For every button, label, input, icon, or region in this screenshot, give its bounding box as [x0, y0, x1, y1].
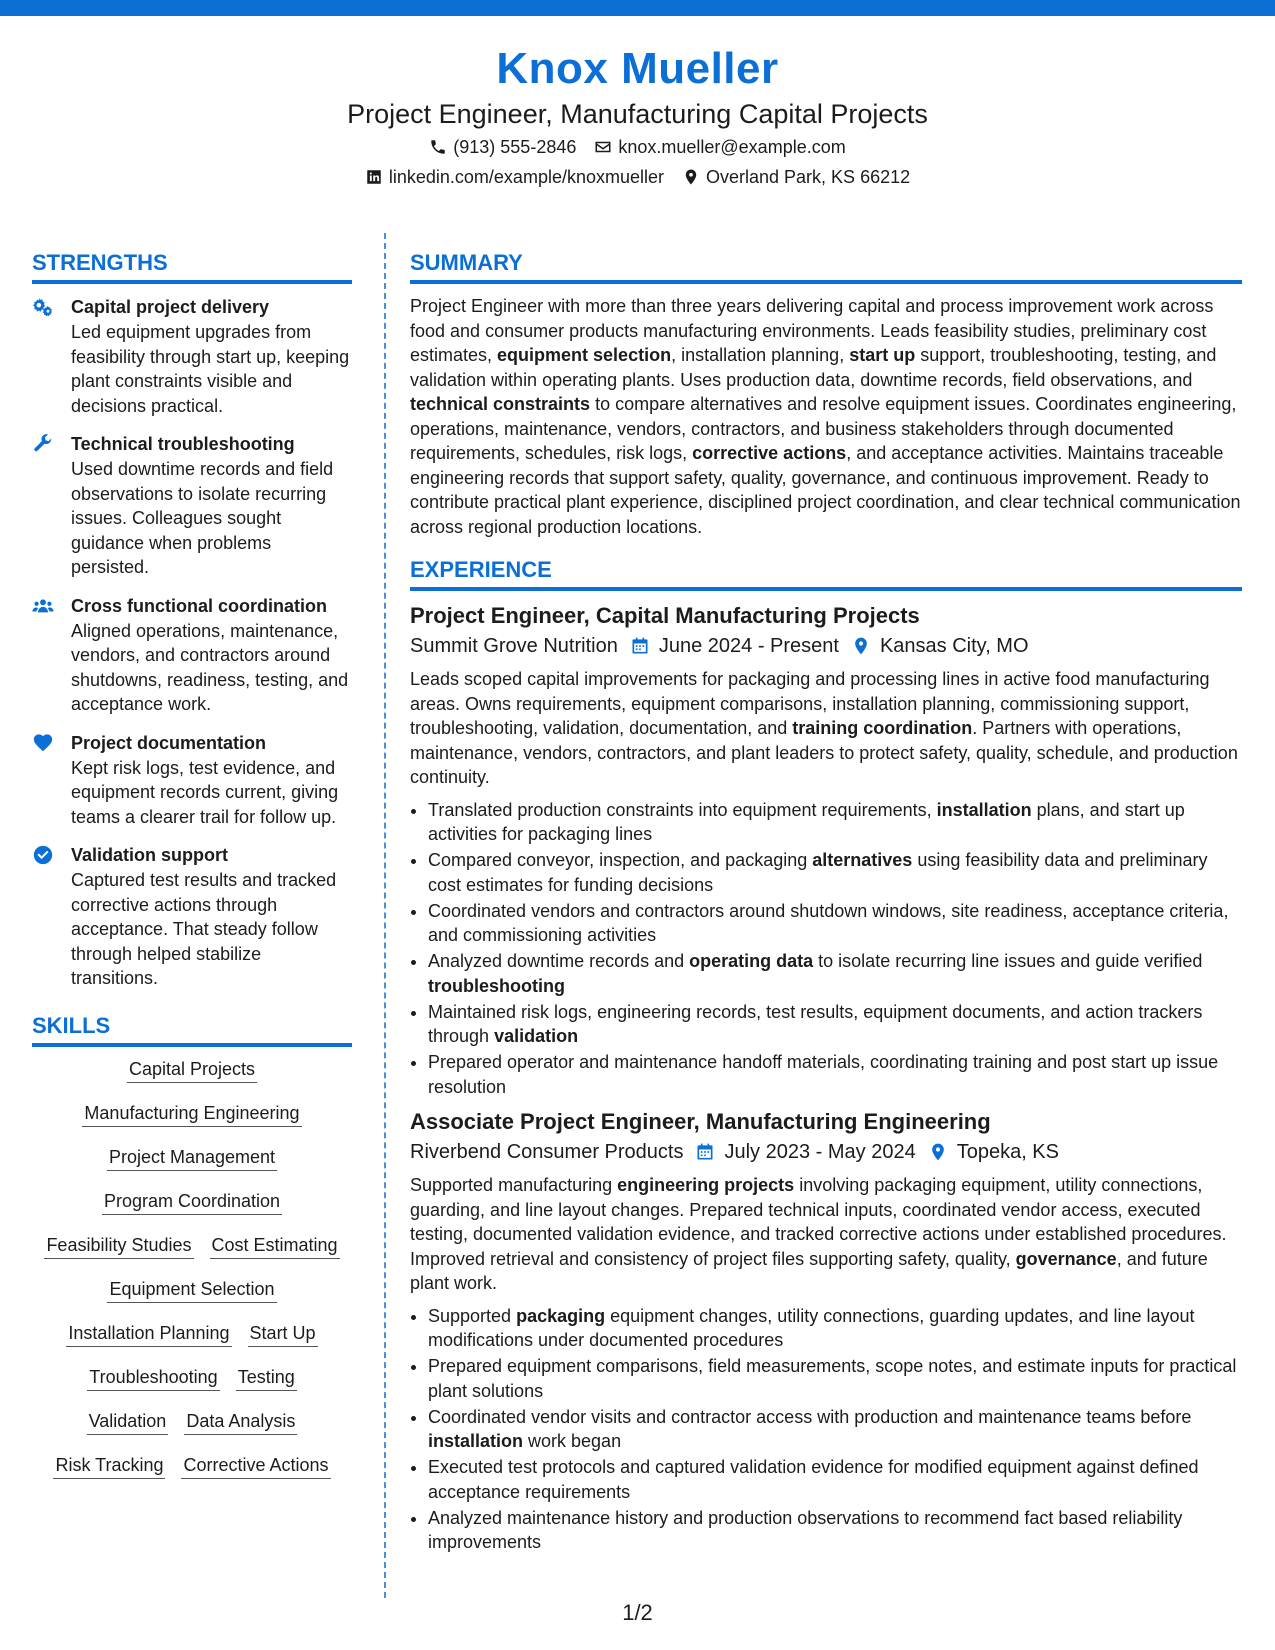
job-dates: June 2024 - Present [630, 631, 839, 661]
heart-icon [32, 732, 54, 754]
skill-row [32, 1277, 352, 1303]
skill-row [32, 1189, 352, 1215]
job-bullet: • Translated production constraints into equipment requirements, installation plans, and start up activities for packaging lines [428, 798, 1242, 847]
column-divider [384, 233, 386, 1598]
skill-row [32, 1365, 352, 1391]
job-bullet: • Analyzed maintenance history and production observations to recommend fact based reliability improvements [428, 1506, 1242, 1555]
skill-tag: Program Coordination [102, 1189, 282, 1215]
job-location: Kansas City, MO [851, 631, 1029, 661]
job-bullet: • Prepared operator and maintenance handoff materials, coordinating training and post start up issue resolution [428, 1050, 1242, 1099]
contact-row-1 [0, 132, 1275, 162]
skill-tag: Manufacturing Engineering [82, 1101, 301, 1127]
skill-tag: Equipment Selection [107, 1277, 276, 1303]
skill-tag: Data Analysis [184, 1409, 297, 1435]
summary-heading: SUMMARY [410, 246, 1242, 284]
skill-row [32, 1321, 352, 1347]
skill-row [32, 1409, 352, 1435]
skill-tag: Installation Planning [66, 1321, 231, 1347]
strength-item: Capital project delivery Led equipment upgrades from feasibility through start up, keeping plant constraints visible and decisions practical. [32, 294, 352, 418]
job-bullet: • Analyzed downtime records and operating data to isolate recurring line issues and guide verified troubleshooting [428, 949, 1242, 998]
skill-tag: Corrective Actions [181, 1453, 330, 1479]
skill-row [32, 1453, 352, 1479]
page-number: 1/2 [622, 1600, 653, 1625]
contact-row-2 [0, 162, 1275, 192]
top-accent-bar [0, 0, 1275, 16]
envelope-icon [594, 138, 612, 156]
strength-item: Cross functional coordination Aligned operations, maintenance, vendors, and contractors around shutdowns, readiness, testing, and acceptance work. [32, 593, 352, 717]
job-entry [410, 601, 1242, 1099]
job-title: Associate Project Engineer, Manufacturing Engineering [410, 1109, 991, 1134]
skill-row [32, 1101, 352, 1127]
skills-list [32, 1057, 352, 1479]
job-dates: July 2023 - May 2024 [695, 1137, 915, 1167]
right-column [410, 246, 1242, 1563]
job-entry [410, 1107, 1242, 1555]
job-description: Leads scoped capital improvements for packaging and processing lines in active food manufacturing areas. Owns requirements, equipment comparisons, installation planning, commissioning support, troubleshooting, validation, documentation, and training coordination. Partners with operations, maintenance, vendors, contractors, and plant leaders to protect safety, quality, schedule, and production continuity. [410, 669, 1238, 787]
skill-tag: Testing [236, 1365, 297, 1391]
map-pin-icon [851, 636, 871, 656]
skill-tag: Troubleshooting [87, 1365, 219, 1391]
job-meta [410, 1137, 1242, 1167]
calendar-icon [630, 636, 650, 656]
skills-heading: SKILLS [32, 1009, 352, 1047]
skill-row [32, 1233, 352, 1259]
job-bullets [410, 1304, 1242, 1555]
contact-linkedin[interactable]: linkedin.com/example/knoxmueller [365, 162, 664, 192]
job-bullet: • Supported packaging equipment changes, utility connections, guarding updates, and line layout modifications under documented procedures [428, 1304, 1242, 1353]
left-column [32, 246, 352, 1497]
candidate-name: Knox Mueller [496, 44, 779, 93]
candidate-title: Project Engineer, Manufacturing Capital Projects [347, 99, 928, 129]
strength-item: Technical troubleshooting Used downtime records and field observations to isolate recurring issues. Colleagues sought guidance when problems persisted. [32, 431, 352, 580]
experience-list [410, 601, 1242, 1555]
map-pin-icon [682, 168, 700, 186]
skill-tag: Validation [87, 1409, 169, 1435]
check-circle-icon [32, 844, 54, 866]
summary-text: Project Engineer with more than three years delivering capital and process improvement work across food and consumer products manufacturing environments. Leads feasibility studies, preliminary cost estimates, equipment selection, installation planning, start up support, troubleshooting, testing, and validation within operating plants. Uses production data, downtime records, field observations, and technical constraints to compare alternatives and resolve equipment issues. Coordinates engineering, operations, maintenance, vendors, contractors, and business stakeholders through documented requirements, schedules, risk logs, corrective actions, and acceptance activities. Maintains traceable engineering records that support safety, quality, governance, and continuous improvement. Ready to contribute practical plant experience, disciplined project coordination, and clear technical communication across regional production locations. [410, 296, 1241, 537]
skill-tag: Capital Projects [127, 1057, 257, 1083]
skill-tag: Cost Estimating [210, 1233, 340, 1259]
users-icon [32, 595, 54, 617]
linkedin-icon [365, 168, 383, 186]
contact-phone[interactable]: (913) 555-2846 [429, 132, 576, 162]
contact-email[interactable]: knox.mueller@example.com [594, 132, 845, 162]
contact-location: Overland Park, KS 66212 [682, 162, 910, 192]
job-company: Riverbend Consumer Products [410, 1141, 684, 1163]
skill-row [32, 1145, 352, 1171]
strength-item: Validation support Captured test results and tracked corrective actions through acceptance. That steady follow through helped stabilize transitions. [32, 842, 352, 991]
skill-tag: Feasibility Studies [44, 1233, 193, 1259]
job-company: Summit Grove Nutrition [410, 635, 618, 657]
job-bullet: • Executed test protocols and captured validation evidence for modified equipment against defined acceptance requirements [428, 1455, 1242, 1504]
job-meta [410, 631, 1242, 661]
skill-row [32, 1057, 352, 1083]
experience-heading: EXPERIENCE [410, 553, 1242, 591]
skill-tag: Project Management [107, 1145, 277, 1171]
skill-tag: Start Up [248, 1321, 318, 1347]
calendar-icon [695, 1142, 715, 1162]
job-bullet: • Maintained risk logs, engineering records, test results, equipment documents, and action trackers through validation [428, 1000, 1242, 1049]
resume-header [0, 40, 1275, 192]
job-bullet: • Coordinated vendor visits and contractor access with production and maintenance teams before installation work began [428, 1405, 1242, 1454]
gears-icon [32, 296, 54, 318]
job-bullet: • Prepared equipment comparisons, field measurements, scope notes, and estimate inputs for practical plant solutions [428, 1354, 1242, 1403]
job-location: Topeka, KS [928, 1137, 1059, 1167]
job-title: Project Engineer, Capital Manufacturing Projects [410, 603, 920, 628]
wrench-icon [32, 433, 54, 455]
map-pin-icon [928, 1142, 948, 1162]
job-bullet: • Compared conveyor, inspection, and packaging alternatives using feasibility data and preliminary cost estimates for funding decisions [428, 848, 1242, 897]
strength-item: Project documentation Kept risk logs, test evidence, and equipment records current, giving teams a clearer trail for follow up. [32, 730, 352, 830]
skill-tag: Risk Tracking [53, 1453, 165, 1479]
job-bullet: • Coordinated vendors and contractors around shutdown windows, site readiness, acceptance criteria, and commissioning activities [428, 899, 1242, 948]
job-bullets [410, 798, 1242, 1100]
strengths-heading: STRENGTHS [32, 246, 352, 284]
job-description: Supported manufacturing engineering projects involving packaging equipment, utility connections, guarding, and line layout changes. Prepared technical inputs, coordinated vendor access, executed testing, documented validation evidence, and tracked corrective actions under established procedures. Improved retrieval and consistency of project files supporting safety, quality, governance, and future plant work. [410, 1175, 1227, 1293]
phone-icon [429, 138, 447, 156]
